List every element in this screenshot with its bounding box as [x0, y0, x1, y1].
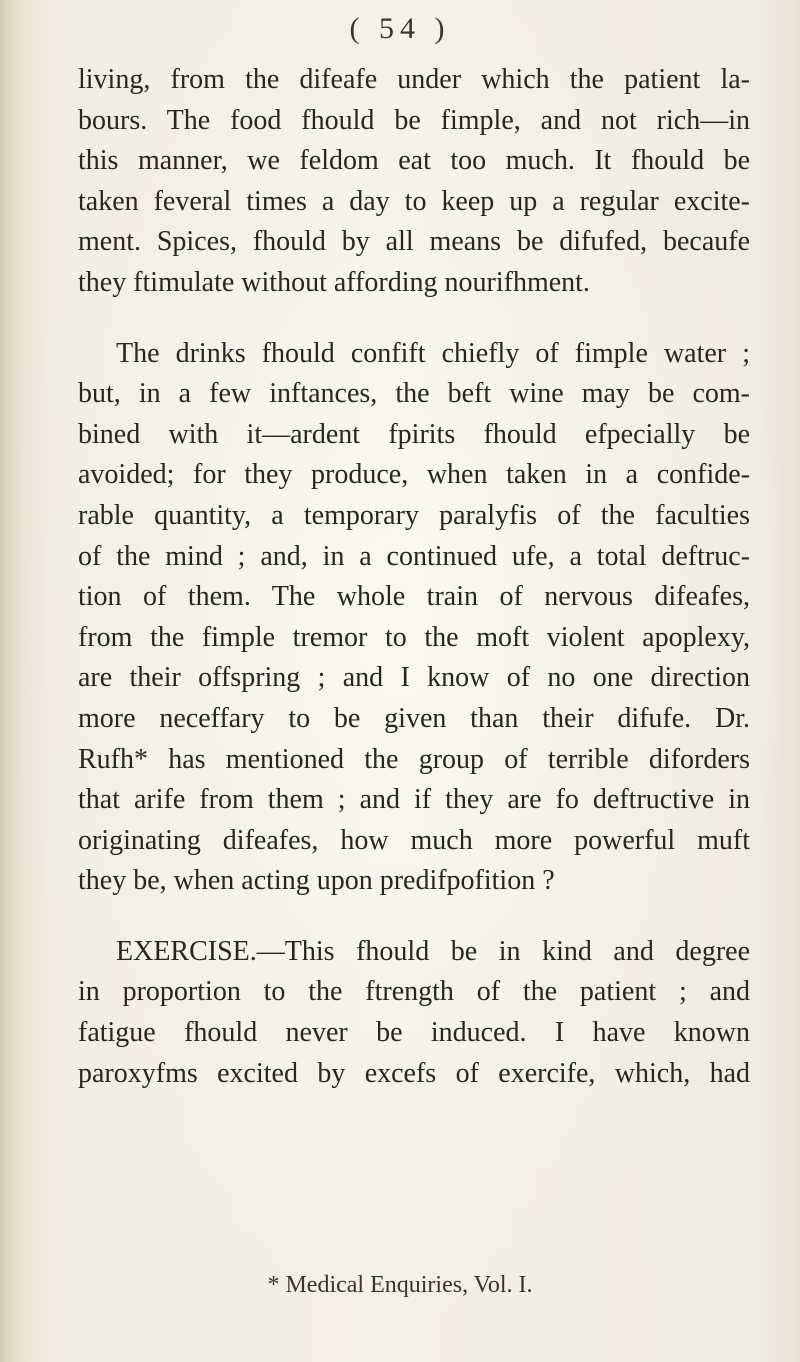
text-line: EXERCISE.—This fhould be in kind and degree [116, 935, 750, 967]
text-line: fatigue fhould never be induced. I have known [78, 1017, 750, 1049]
text-line: they be, when acting upon predifpofition ? [78, 865, 555, 897]
text-line: The drinks fhould confift chiefly of fimple water ; [116, 337, 750, 369]
text-line: more neceffary to be given than their difufe. Dr. [78, 702, 750, 734]
body-text [78, 60, 750, 1094]
text-line: but, in a few inftances, the beft wine may be com- [78, 378, 750, 410]
text-line: bined with it—ardent fpirits fhould efpecially be [78, 418, 750, 450]
text-line: of the mind ; and, in a continued ufe, a total deftruc- [78, 540, 750, 572]
paragraph-diet [78, 60, 750, 304]
paragraph-gap [78, 304, 750, 334]
text-line: tion of them. The whole train of nervous difeafes, [78, 581, 750, 613]
text-line: Rufh* has mentioned the group of terrible diforders [78, 743, 750, 775]
text-line: in proportion to the ftrength of the patient ; and [78, 976, 750, 1008]
page-number: ( 54 ) [349, 12, 451, 45]
text-line: living, from the difeafe under which the patient la- [78, 64, 750, 95]
text-line: bours. The food fhould be fimple, and not rich—in [78, 104, 750, 136]
text-line: originating difeafes, how much more powerful muft [78, 824, 750, 856]
text-line: from the fimple tremor to the moft violent apoplexy, [78, 621, 750, 653]
paragraph-gap [78, 902, 750, 932]
text-line: that arife from them ; and if they are fo deftructive in [78, 784, 750, 816]
text-line: they ftimulate without affording nourifhment. [78, 266, 590, 298]
text-line: taken feveral times a day to keep up a regular excite- [78, 185, 750, 217]
paragraph-drinks [78, 334, 750, 902]
text-line: paroxyfms excited by excefs of exercife, which, had [78, 1057, 750, 1089]
text-line: ment. Spices, fhould by all means be difufed, becaufe [78, 226, 750, 258]
text-line: this manner, we feldom eat too much. It fhould be [78, 145, 750, 177]
text-line: avoided; for they produce, when taken in a confide- [78, 459, 750, 491]
paragraph-exercise [78, 932, 750, 1094]
footnote: * Medical Enquiries, Vol. I. [267, 1272, 533, 1298]
text-line: are their offspring ; and I know of no one direction [78, 662, 750, 694]
text-line: rable quantity, a temporary paralyfis of the faculties [78, 499, 750, 531]
binding-edge [0, 0, 22, 1362]
